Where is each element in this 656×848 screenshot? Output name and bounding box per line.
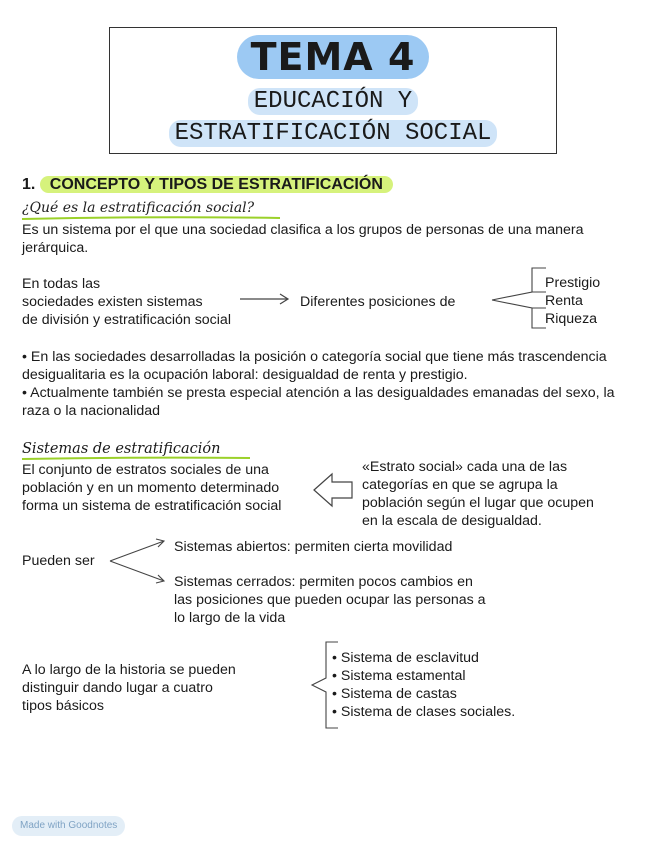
- can-be-label: Pueden ser: [22, 553, 95, 569]
- fork-arrow-icon: [110, 537, 168, 587]
- position-item: Renta: [545, 293, 583, 309]
- system-type-item: • Sistema de esclavitud: [332, 650, 479, 666]
- system-type-item: • Sistema estamental: [332, 668, 466, 684]
- stratum-definition: «Estrato social» cada una de las categorías en que se agrupa la población según el lugar que ocupen en la escala de desigualdad.: [362, 459, 594, 529]
- arrow-right-icon: [240, 292, 292, 306]
- subtitle-line-2: ESTRATIFICACIÓN SOCIAL: [109, 120, 557, 148]
- bracket-branch-icon: [492, 268, 547, 330]
- section-title: CONCEPTO Y TIPOS DE ESTRATIFICACIÓN: [40, 176, 393, 193]
- section-number: 1.: [22, 176, 36, 193]
- positions-text: Diferentes posiciones de: [300, 294, 456, 310]
- bullet-item: • En las sociedades desarrolladas la posición o categoría social que tiene más trascendencia desigualitaria es la ocupación laboral: desigualdad de renta y prestigio.: [22, 349, 607, 383]
- open-systems: Sistemas abiertos: permiten cierta movilidad: [174, 539, 453, 555]
- subtitle-line-1: EDUCACIÓN Y: [109, 88, 557, 116]
- system-type-item: • Sistema de castas: [332, 686, 457, 702]
- stratification-definition: El conjunto de estratos sociales de una población y en un momento determinado forma un sistema de estratificación social: [22, 462, 282, 514]
- system-type-item: • Sistema de clases sociales.: [332, 704, 516, 720]
- goodnotes-badge: Made with Goodnotes: [12, 816, 125, 836]
- bullet-paragraphs: [22, 348, 630, 420]
- systems-heading: Sistemas de estratificación: [22, 441, 221, 457]
- theme-title-text: TEMA 4: [237, 35, 430, 79]
- closed-systems: Sistemas cerrados: permiten pocos cambios en las posiciones que pueden ocupar las personas a lo largo de la vida: [174, 574, 486, 626]
- theme-title: [109, 32, 557, 82]
- question-heading: ¿Qué es la estratificación social?: [22, 200, 255, 216]
- positions-list: [545, 274, 600, 328]
- arrow-left-icon: [312, 472, 354, 508]
- definition-text: Es un sistema por el que una sociedad clasifica a los grupos de personas de una manera jerárquica.: [22, 222, 584, 256]
- system-types-list: [332, 649, 515, 721]
- position-item: Prestigio: [545, 275, 601, 291]
- history-text: A lo largo de la historia se pueden distinguir dando lugar a cuatro tipos básicos: [22, 662, 236, 714]
- societies-text: En todas las sociedades existen sistemas de división y estratificación social: [22, 276, 231, 328]
- position-item: Riqueza: [545, 311, 598, 327]
- bullet-item: • Actualmente también se presta especial atención a las desigualdades emanadas del sexo, la raza o la nacionalidad: [22, 385, 615, 419]
- section-heading: [22, 174, 393, 196]
